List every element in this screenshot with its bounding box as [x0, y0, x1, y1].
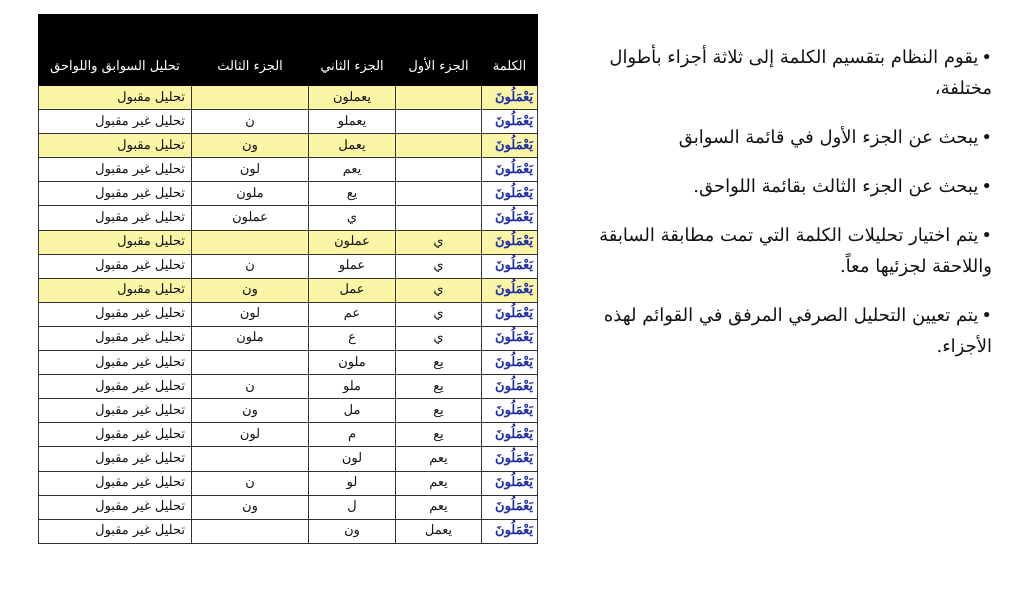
- cell-part3: [192, 351, 309, 375]
- cell-part3: لون: [192, 423, 309, 447]
- table-row: [39, 399, 538, 423]
- cell-part3: لون: [192, 158, 309, 182]
- cell-analysis: تحليل مقبول: [39, 230, 192, 254]
- cell-part1: يعم: [396, 471, 482, 495]
- morphology-table: [38, 14, 538, 544]
- cell-analysis: تحليل غير مقبول: [39, 326, 192, 350]
- table-row: [39, 423, 538, 447]
- cell-word: يَعْمَلُونَ: [482, 206, 538, 230]
- header-analysis: تحليل السوابق واللواحق: [39, 15, 192, 86]
- table-row: [39, 351, 538, 375]
- cell-part2: عملون: [309, 230, 396, 254]
- cell-analysis: تحليل مقبول: [39, 278, 192, 302]
- bullet-item: [548, 220, 992, 282]
- cell-part3: [192, 86, 309, 110]
- table-row: [39, 110, 538, 134]
- cell-part2: يعمل: [309, 134, 396, 158]
- cell-part1: يعمل: [396, 519, 482, 543]
- cell-analysis: تحليل غير مقبول: [39, 351, 192, 375]
- cell-part2: عم: [309, 302, 396, 326]
- cell-word: يَعْمَلُونَ: [482, 86, 538, 110]
- cell-analysis: تحليل غير مقبول: [39, 110, 192, 134]
- cell-part2: لو: [309, 471, 396, 495]
- cell-part1: ي: [396, 230, 482, 254]
- table-row: [39, 302, 538, 326]
- table-row: [39, 134, 538, 158]
- cell-part3: ن: [192, 110, 309, 134]
- cell-part1: ي: [396, 254, 482, 278]
- cell-part2: ي: [309, 206, 396, 230]
- cell-part2: ل: [309, 495, 396, 519]
- bullet-text: يقوم النظام بتقسيم الكلمة إلى ثلاثة أجزاء بأطوال مختلفة،: [609, 47, 992, 99]
- cell-part3: ملون: [192, 182, 309, 206]
- cell-part1: [396, 110, 482, 134]
- header-word: الكلمة: [482, 15, 538, 86]
- table-row: [39, 86, 538, 110]
- cell-part3: لون: [192, 302, 309, 326]
- bullet-dot-icon: •: [981, 127, 992, 148]
- cell-word: يَعْمَلُونَ: [482, 302, 538, 326]
- table-row: [39, 230, 538, 254]
- cell-word: يَعْمَلُونَ: [482, 254, 538, 278]
- cell-part3: ن: [192, 375, 309, 399]
- cell-word: يَعْمَلُونَ: [482, 471, 538, 495]
- cell-part2: ملو: [309, 375, 396, 399]
- bullet-text: يبحث عن الجزء الأول في قائمة السوابق: [678, 127, 979, 148]
- cell-part2: يعملون: [309, 86, 396, 110]
- cell-analysis: تحليل غير مقبول: [39, 519, 192, 543]
- header-part3: الجزء الثالث: [192, 15, 309, 86]
- cell-analysis: تحليل غير مقبول: [39, 399, 192, 423]
- table-row: [39, 206, 538, 230]
- bullet-text: يتم اختيار تحليلات الكلمة التي تمت مطابقة السابقة واللاحقة لجزئيها معاً.: [599, 225, 992, 277]
- cell-part1: ي: [396, 326, 482, 350]
- bullet-text: يتم تعيين التحليل الصرفي المرفق في القوائم لهذه الأجزاء.: [603, 305, 992, 357]
- cell-part1: يع: [396, 351, 482, 375]
- cell-part3: [192, 230, 309, 254]
- cell-word: يَعْمَلُونَ: [482, 110, 538, 134]
- cell-part1: يع: [396, 423, 482, 447]
- cell-word: يَعْمَلُونَ: [482, 182, 538, 206]
- cell-part3: [192, 519, 309, 543]
- table-row: [39, 375, 538, 399]
- cell-part1: يعم: [396, 447, 482, 471]
- cell-part2: ملون: [309, 351, 396, 375]
- cell-part2: مل: [309, 399, 396, 423]
- cell-part1: [396, 134, 482, 158]
- cell-part1: ي: [396, 302, 482, 326]
- cell-analysis: تحليل غير مقبول: [39, 423, 192, 447]
- cell-part2: عملو: [309, 254, 396, 278]
- cell-part2: يعم: [309, 158, 396, 182]
- cell-word: يَعْمَلُونَ: [482, 230, 538, 254]
- cell-word: يَعْمَلُونَ: [482, 423, 538, 447]
- cell-analysis: تحليل مقبول: [39, 134, 192, 158]
- table-row: [39, 326, 538, 350]
- cell-part2: ع: [309, 326, 396, 350]
- cell-part3: ن: [192, 254, 309, 278]
- cell-word: يَعْمَلُونَ: [482, 278, 538, 302]
- cell-part1: [396, 86, 482, 110]
- bullet-dot-icon: •: [981, 225, 992, 246]
- cell-word: يَعْمَلُونَ: [482, 134, 538, 158]
- table-row: [39, 182, 538, 206]
- table-row: [39, 495, 538, 519]
- cell-part3: [192, 447, 309, 471]
- bullet-dot-icon: •: [981, 176, 992, 197]
- bullet-dot-icon: •: [981, 305, 992, 326]
- cell-part2: لون: [309, 447, 396, 471]
- cell-part1: يع: [396, 375, 482, 399]
- cell-analysis: تحليل غير مقبول: [39, 206, 192, 230]
- table-row: [39, 519, 538, 543]
- cell-analysis: تحليل غير مقبول: [39, 254, 192, 278]
- cell-part1: [396, 206, 482, 230]
- cell-word: يَعْمَلُونَ: [482, 326, 538, 350]
- cell-part1: [396, 182, 482, 206]
- bullet-item: [548, 171, 992, 202]
- table-row: [39, 158, 538, 182]
- table-row: [39, 471, 538, 495]
- header-part2: الجزء الثاني: [309, 15, 396, 86]
- cell-word: يَعْمَلُونَ: [482, 399, 538, 423]
- bullet-item: [548, 300, 992, 362]
- table-row: [39, 254, 538, 278]
- cell-part2: م: [309, 423, 396, 447]
- cell-word: يَعْمَلُونَ: [482, 519, 538, 543]
- bullet-dot-icon: •: [981, 47, 992, 68]
- table-header-row: [39, 15, 538, 86]
- cell-part1: يع: [396, 399, 482, 423]
- bullet-text: يبحث عن الجزء الثالث بقائمة اللواحق.: [693, 176, 979, 197]
- cell-part1: [396, 158, 482, 182]
- cell-word: يَعْمَلُونَ: [482, 495, 538, 519]
- cell-analysis: تحليل مقبول: [39, 86, 192, 110]
- cell-analysis: تحليل غير مقبول: [39, 302, 192, 326]
- bullet-list: [548, 42, 992, 380]
- cell-analysis: تحليل غير مقبول: [39, 158, 192, 182]
- cell-analysis: تحليل غير مقبول: [39, 495, 192, 519]
- cell-part3: ون: [192, 399, 309, 423]
- cell-word: يَعْمَلُونَ: [482, 375, 538, 399]
- cell-part2: ون: [309, 519, 396, 543]
- cell-word: يَعْمَلُونَ: [482, 158, 538, 182]
- table-body: [39, 86, 538, 544]
- cell-part2: يع: [309, 182, 396, 206]
- table-row: [39, 278, 538, 302]
- bullet-item: [548, 122, 992, 153]
- cell-part1: يعم: [396, 495, 482, 519]
- cell-analysis: تحليل غير مقبول: [39, 447, 192, 471]
- cell-word: يَعْمَلُونَ: [482, 351, 538, 375]
- cell-part2: يعملو: [309, 110, 396, 134]
- bullet-item: [548, 42, 992, 104]
- cell-part2: عمل: [309, 278, 396, 302]
- cell-analysis: تحليل غير مقبول: [39, 182, 192, 206]
- cell-part3: عملون: [192, 206, 309, 230]
- header-part1: الجزء الأول: [396, 15, 482, 86]
- cell-part1: ي: [396, 278, 482, 302]
- cell-part3: ون: [192, 134, 309, 158]
- cell-part3: ون: [192, 278, 309, 302]
- cell-analysis: تحليل غير مقبول: [39, 375, 192, 399]
- cell-analysis: تحليل غير مقبول: [39, 471, 192, 495]
- cell-word: يَعْمَلُونَ: [482, 447, 538, 471]
- cell-part3: ن: [192, 471, 309, 495]
- cell-part3: ون: [192, 495, 309, 519]
- cell-part3: ملون: [192, 326, 309, 350]
- table-row: [39, 447, 538, 471]
